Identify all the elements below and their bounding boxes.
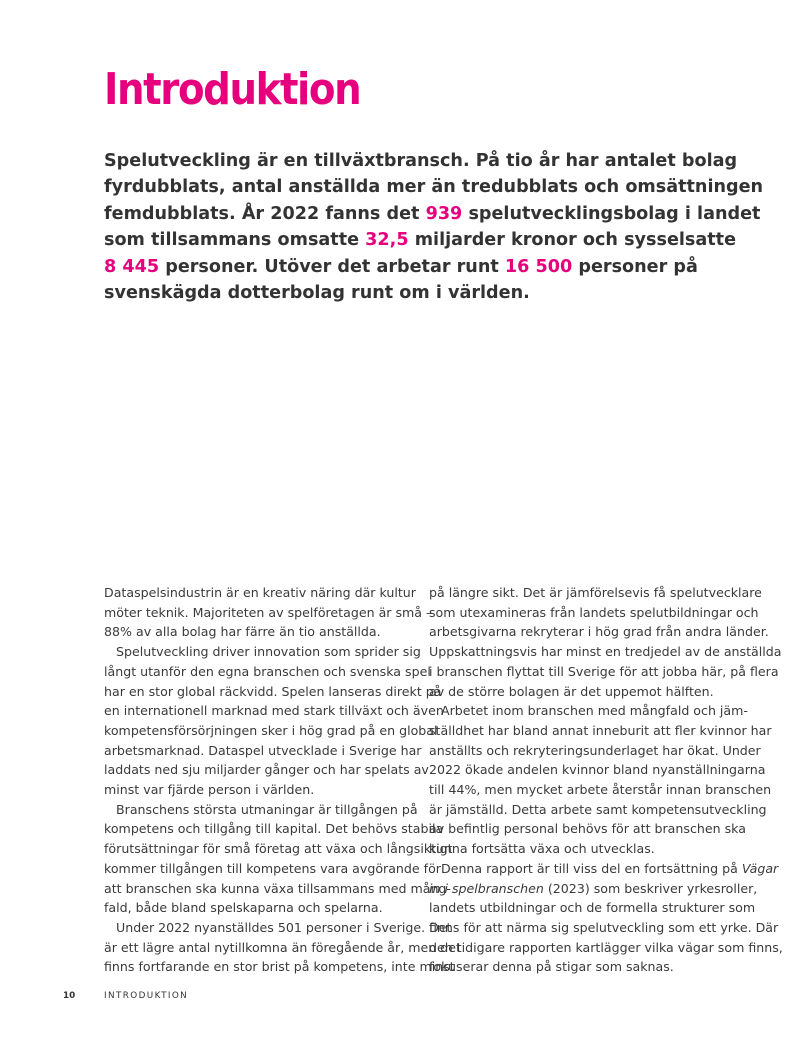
body-line: är jämställd. Detta arbete samt kompetensutveckling: [429, 801, 767, 817]
body-line: arbetsgivarna rekryterar i hög grad från andra länder.: [429, 624, 769, 640]
page-number: 10: [63, 991, 76, 1001]
body-line: Branschens största utmaningar är tillgången på: [116, 801, 418, 817]
highlight-number: 32,5: [365, 230, 409, 251]
body-line: långt utanför den egna branschen och svenska spel: [104, 663, 431, 679]
body-line: av befintlig personal behövs för att branschen ska: [429, 821, 746, 837]
lead-paragraph: [104, 148, 764, 306]
body-line: Uppskattningsvis har minst en tredjedel av de anställda: [429, 644, 782, 660]
lead-line: [104, 201, 761, 227]
body-line: Arbetet inom branschen med mångfald och jäm-: [441, 703, 748, 719]
body-line: kompetensförsörjningen sker i hög grad på en global: [104, 722, 438, 738]
body-line: 88% av alla bolag har färre än tio anställda.: [104, 624, 381, 640]
body-line: att branschen ska kunna växa tillsammans med mång-: [104, 880, 451, 896]
body-line: i branschen flyttat till Sverige för att jobba här, på flera: [429, 663, 779, 679]
body-line: har en stor global räckvidd. Spelen lanseras direkt på: [104, 683, 442, 699]
body-line: möter teknik. Majoriteten av spelföretagen är små –: [104, 604, 433, 620]
body-line: kompetens och tillgång till kapital. Det behövs stabila: [104, 821, 444, 837]
body-line: fokuserar denna på stigar som saknas.: [429, 959, 674, 975]
lead-line: fyrdubblats, antal anställda mer än tredubblats och omsättningen: [104, 177, 764, 198]
lead-text: femdubblats. År 2022 fanns det: [104, 203, 426, 224]
section-label: INTRODUKTION: [104, 991, 189, 1001]
page-title: Introduktion: [104, 64, 361, 115]
lead-text: spelutvecklingsbolag i landet: [462, 203, 761, 224]
body-line: finns för att närma sig spelutveckling som ett yrke. Där: [429, 919, 779, 935]
body-line: fald, både bland spelskaparna och spelarna.: [104, 900, 383, 916]
lead-text: personer på: [572, 256, 698, 277]
body-line: [429, 859, 779, 879]
body-line: kommer tillgången till kompetens vara avgörande för: [104, 860, 441, 876]
lead-text: miljarder kronor och sysselsatte: [408, 230, 737, 251]
body-line: Spelutveckling driver innovation som sprider sig: [116, 644, 421, 660]
body-line: landets utbildningar och de formella strukturer som: [429, 900, 756, 916]
body-line: Under 2022 nyanställdes 501 personer i Sverige. Det: [116, 919, 452, 935]
body-column-right: [429, 583, 783, 977]
lead-text: personer. Utöver det arbetar runt: [159, 256, 505, 277]
body-line: 2022 ökade andelen kvinnor bland nyanställningarna: [429, 762, 766, 778]
body-line: på längre sikt. Det är jämförelsevis få spelutvecklare: [429, 585, 762, 600]
highlight-number: 16 500: [504, 256, 573, 277]
body-line: finns fortfarande en stor brist på kompetens, inte minst: [104, 959, 455, 975]
body-column-left: [104, 583, 461, 977]
body-line: minst var fjärde person i världen.: [104, 782, 315, 798]
lead-line: Spelutveckling är en tillväxtbransch. På tio år har antalet bolag: [104, 151, 738, 171]
lead-text: som tillsammans omsatte: [104, 230, 366, 251]
body-line: laddats ned sju miljarder gånger och har spelats av: [104, 762, 429, 778]
highlight-number: 939: [425, 203, 463, 224]
body-line: förutsättningar för små företag att växa och långsiktigt: [104, 841, 453, 857]
body-line: är ett lägre antal nytillkomna än föregående år, men det: [104, 939, 461, 955]
body-text: Denna rapport är till viss del en fortsättning på: [441, 860, 742, 876]
highlight-number: 8 445: [104, 256, 160, 277]
body-line: ställdhet har bland annat inneburit att fler kvinnor har: [429, 722, 772, 738]
body-text: (2023) som beskriver yrkesroller,: [543, 880, 758, 896]
body-line: [429, 879, 758, 899]
body-line: Dataspelsindustrin är en kreativ näring där kultur: [104, 585, 416, 600]
body-line: den tidigare rapporten kartlägger vilka vägar som finns,: [429, 939, 783, 955]
lead-line: [104, 227, 737, 253]
report-title-ref: in i spelbranschen: [429, 880, 544, 896]
body-line: av de större bolagen är det uppemot hälften.: [429, 683, 714, 699]
page-footer: [63, 991, 188, 1001]
lead-line: [104, 254, 698, 280]
body-line: arbetsmarknad. Dataspel utvecklade i Sverige har: [104, 742, 422, 758]
report-title-ref: Vägar: [741, 860, 779, 876]
body-line: kunna fortsätta växa och utvecklas.: [429, 841, 655, 857]
lead-line: svenskägda dotterbolag runt om i världen.: [104, 283, 530, 304]
body-line: till 44%, men mycket arbete återstår innan branschen: [429, 782, 772, 798]
body-line: en internationell marknad med stark tillväxt och även: [104, 703, 444, 719]
body-line: som utexamineras från landets spelutbildningar och: [429, 604, 759, 620]
body-line: anställts och rekryteringsunderlaget har ökat. Under: [429, 742, 761, 758]
